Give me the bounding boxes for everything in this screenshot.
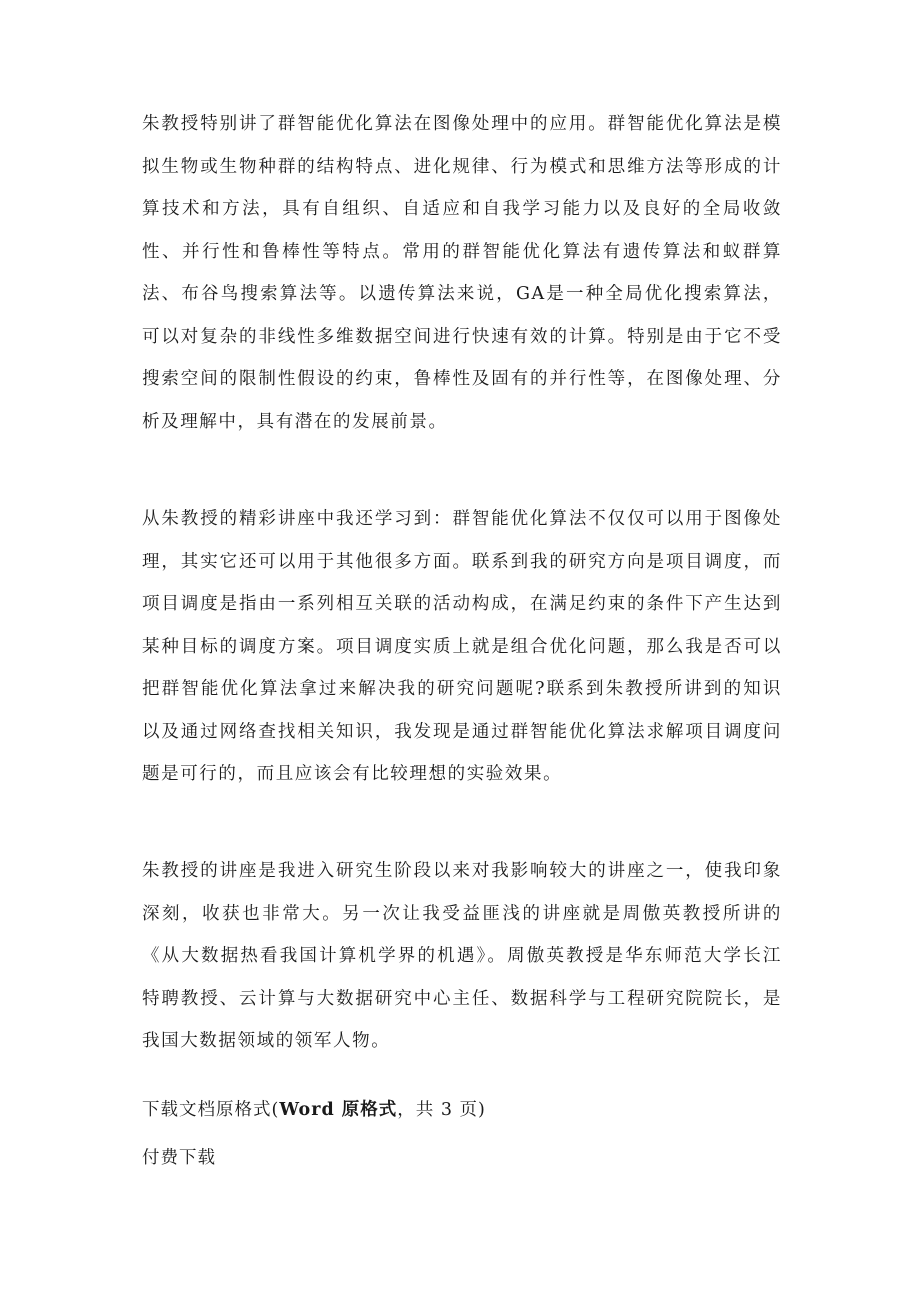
paid-download-link[interactable]: 付费下载 xyxy=(142,1148,216,1168)
paragraph-2: 从朱教授的精彩讲座中我还学习到：群智能优化算法不仅仅可以用于图像处理，其实它还可以用于其他很多方面。联系到我的研究方向是项目调度，而项目调度是指由一系列相互关联的活动构成，在满足约束的条件下产生达到某种目标的调度方案。项目调度实质上就是组合优化问题，那么我是否可以把群智能优化算法拿过来解决我的研究问题呢?联系到朱教授所讲到的知识以及通过网络查找相关知识，我发现是通过群智能优化算法求解项目调度问题是可行的，而且应该会有比较理想的实验效果。 xyxy=(142,509,782,784)
download-format-info xyxy=(142,1095,486,1125)
paragraph-1: 朱教授特别讲了群智能优化算法在图像处理中的应用。群智能优化算法是模拟生物或生物种群的结构特点、进化规律、行为模式和思维方法等形成的计算技术和方法，具有自组织、自适应和自我学习能力以及良好的全局收敛性、并行性和鲁棒性等特点。常用的群智能优化算法有遗传算法和蚁群算法、布谷鸟搜索算法等。以遗传算法来说，GA是一种全局优化搜索算法，可以对复杂的非线性多维数据空间进行快速有效的计算。特别是由于它不受搜索空间的限制性假设的约束，鲁棒性及固有的并行性等，在图像处理、分析及理解中，具有潜在的发展前景。 xyxy=(142,114,782,432)
download-page-count: ，共 3 页) xyxy=(397,1100,486,1120)
paragraph-3: 朱教授的讲座是我进入研究生阶段以来对我影响较大的讲座之一，使我印象深刻，收获也非常大。另一次让我受益匪浅的讲座就是周傲英教授所讲的《从大数据热看我国计算机学界的机遇》。周傲英教授是华东师范大学长江特聘教授、云计算与大数据研究中心主任、数据科学与工程研究院院长，是我国大数据领域的领军人物。 xyxy=(142,861,782,1051)
download-format-prefix: 下载文档原格式( xyxy=(142,1100,280,1120)
download-format-name: Word 原格式 xyxy=(279,1100,398,1120)
